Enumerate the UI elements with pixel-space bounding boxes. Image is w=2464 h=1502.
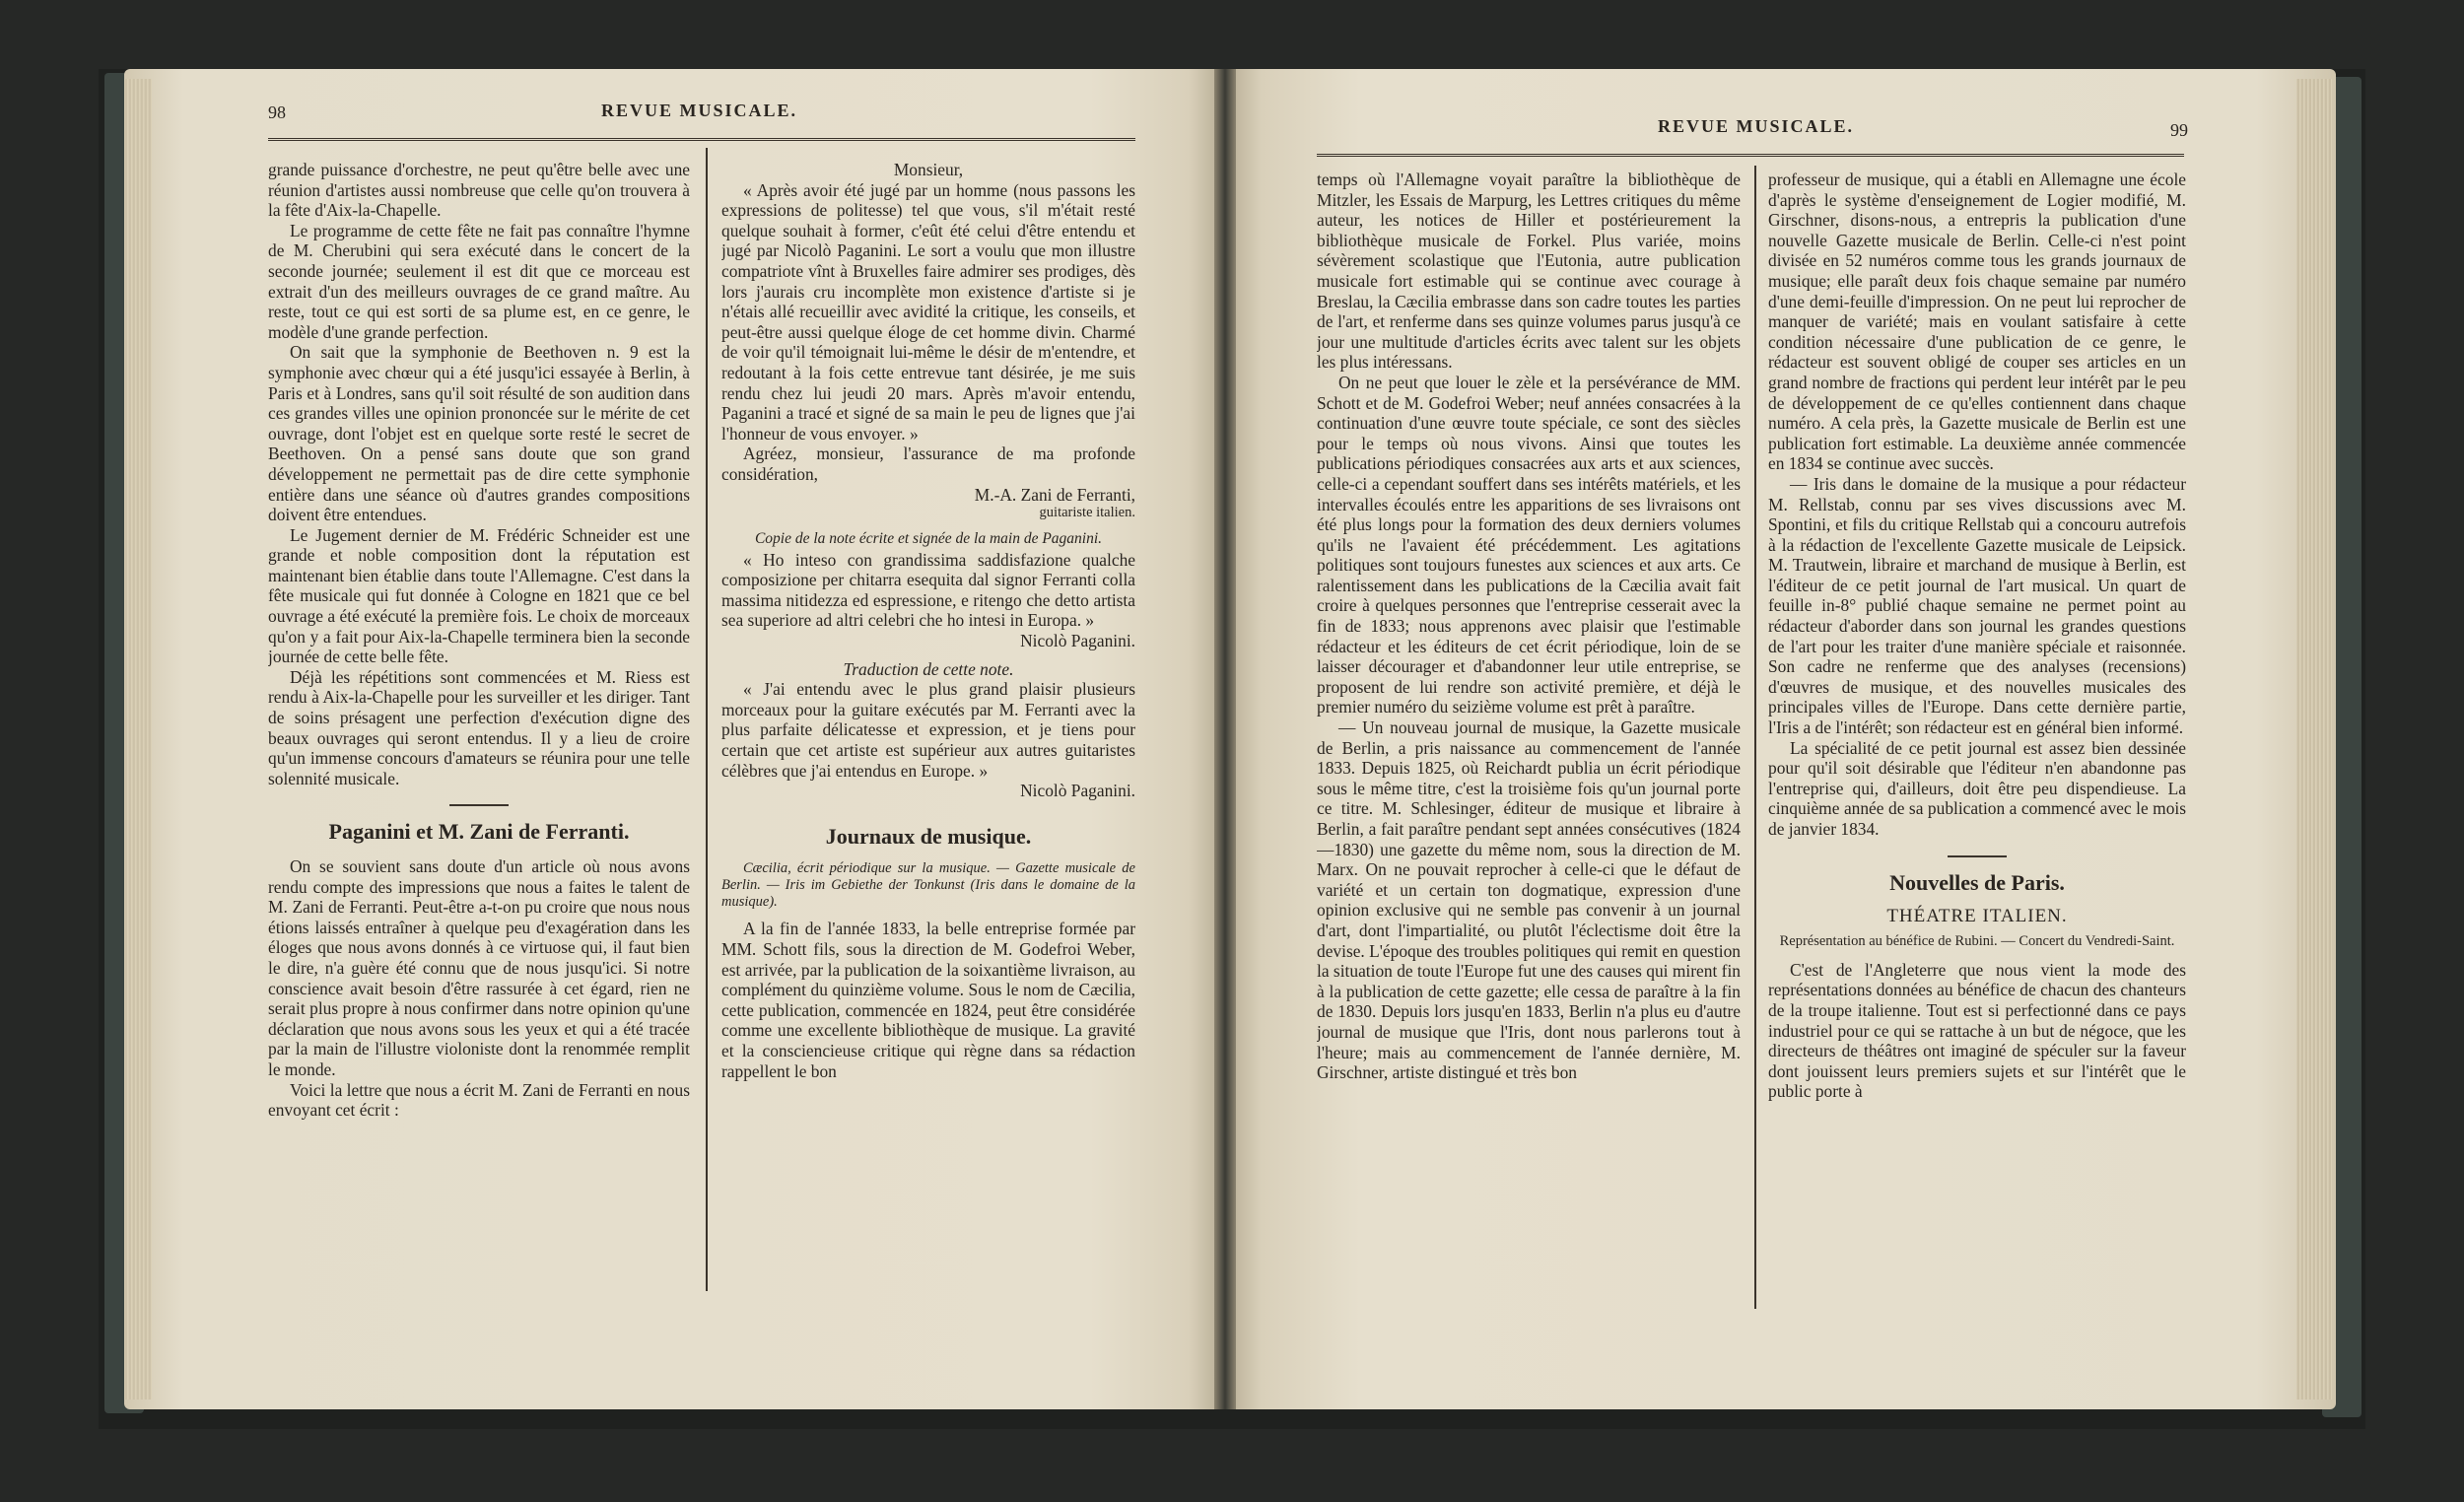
signature: Nicolò Paganini. bbox=[1020, 781, 1135, 801]
paragraph: Voici la lettre que nous a écrit M. Zani de Ferranti en nous envoyant cet écrit : bbox=[268, 1079, 690, 1121]
page-edges-right bbox=[2296, 79, 2332, 1400]
paragraph: On ne peut que louer le zèle et la persévérance de MM. Schott et de M. Godefroi Weber; neuf années consacrées à la continuation d'une œuvre toute spéciale, ce sont des siècles pour le temps où nous vivons. Ainsi que toutes les publications périodiques consacrées aux arts et aux sciences, celle-ci a cependant souffert dans ses intérêts matériels, et les intervalles écoulés entre les apparitions de ses livraisons ont été plus longs pour la formation des deux derniers volumes qu'ils ne l'avaient été précédemment. Les agitations politiques sont toujours funestes aux sciences et aux arts. Ce ralentissement dans les publications de la Cæcilia avait fait croire à quelques personnes que l'entreprise cesserait avec la fin de 1833; nous apprenons avec plaisir que l'estimable rédacteur et les éditeurs de cet écrit périodique, loin de se laisser décourager et d'abandonner leur utile entreprise, se proposent de lui rendre son activité première, et déjà le premier numéro du seizième volume est prêt à paraître. bbox=[1317, 372, 1741, 717]
page-number-right: 99 bbox=[2170, 120, 2188, 140]
paragraph: La spécialité de ce petit journal est assez bien dessinée pour qu'il soit désirable que l'éditeur n'en abandonne pas l'entreprise qui, d'ailleurs, doit être peu dispendieuse. La cinquième année de sa publication a commencé avec le mois de janvier 1834. bbox=[1768, 737, 2186, 839]
running-head-right: REVUE MUSICALE. bbox=[1658, 116, 1855, 136]
section-subheading: THÉATRE ITALIEN. bbox=[1886, 906, 2068, 927]
paragraph: On se souvient sans doute d'un article où nous avons rendu compte des impressions que nous a faites le talent de M. Zani de Ferranti. Peut-être a-t-on pu croire que nous nous étions laissés entraîner à quelque peu d'exagération dans les éloges que nous avons donnés à ce virtuose qui, il faut bien le dire, n'a guère été connu que de nous jusqu'ici. Si notre conscience avait besoin d'être rassurée à cet égard, rien ne serait plus propre à nous confirmer dans notre opinion qu'une déclaration que nous avons sous les yeux et qui a été tracée par la main de l'illustre violoniste dont la renommée remplit le monde. bbox=[268, 856, 690, 1079]
paragraph: « Après avoir été jugé par un homme (nous passons les expressions de politesse) tel que vous, s'il m'était resté quelque souhait à former, c'eût été celui d'être entendu et jugé par Nicolò Paganini. Le sort a voulu que mon illustre compatriote vînt à Bruxelles faire admirer ses prodiges, dès lors j'aurais cru incomplète mon existence d'artiste si je n'étais allé recueillir avec avidité la critique, les conseils, et peut-être aussi quelque éloge de cet homme divin. Charmé de voir qu'il témoignait lui-même le désir de m'entendre, et redoutant à la fois cette entrevue tant désirée, je me suis rendu chez lui jeudi 20 mars. Après m'avoir entendu, Paganini a tracé et signé de sa main le peu de lignes que j'ai l'honneur de vous envoyer. » bbox=[721, 179, 1135, 444]
paragraph: — Un nouveau journal de musique, la Gazette musicale de Berlin, a pris naissance au commencement de l'année 1833. Depuis 1825, où Reichardt publia un écrit périodique sous le même titre, c'est la troisième fois qu'un journal porte ce titre. M. Schlesinger, éditeur de musique et libraire à Berlin, a fait paraître pendant sept années consécutives (1824—1830) une gazette du même nom, sous la direction de M. Marx. On ne pouvait reprocher à celle-ci que le défaut de variété et un certain ton dogmatique, expression d'une opinion exclusive qui ne semble pas convenir à un journal d'art, dont l'impartialité, ou plutôt l'éclectisme doit être la devise. L'époque des troubles politiques qui remit en question la situation de toute l'Europe fut une des causes qui mirent fin à la publication de cette gazette; elle cessa de paraître à la fin de 1830. Depuis lors jusqu'en 1833, Berlin n'a plus eu d'autre journal de musique que l'Iris, dont nous parlerons tout à l'heure; mais au commencement de l'année dernière, M. Girschner, artiste distingué et très bon bbox=[1317, 717, 1741, 1083]
paragraph: A la fin de l'année 1833, la belle entreprise formée par MM. Schott fils, sous la direction de M. Godefroi Weber, est arrivée, par la publication de la soixantième livraison, au complément du quinzième volume. Sous le nom de Cæcilia, cette publication, commencée en 1824, peut être considérée comme une excellente bibliothèque de musique. La gravité et la consciencieuse critique qui règne dans sa rédaction rappellent le bon bbox=[721, 919, 1135, 1081]
paragraph: Le programme de cette fête ne fait pas connaître l'hymne de M. Cherubini qui sera exécuté dans le concert de la seconde journée; seulement il est dit que ce morceau est extrait d'un des meilleurs ouvrages de ce grand maître. Au reste, tout ce qui est sorti de sa plume est, en ce genre, le modèle d'une grande perfection. bbox=[268, 220, 690, 342]
running-head-left: REVUE MUSICALE. bbox=[601, 101, 798, 120]
book-gutter bbox=[1214, 69, 1236, 1409]
paragraph: C'est de l'Angleterre que nous vient la mode des représentations données au bénéfice de chacun des chanteurs de la troupe italienne. Tout est si perfectionné dans ce pays industriel pour ce qui se rattache à un but de négoce, que les directeurs de théâtres ont imaginé de spéculer sur la faveur dont jouissent leurs premiers sujets et sur l'intérêt que le public porte à bbox=[1768, 959, 2186, 1102]
section-divider bbox=[1948, 855, 2007, 857]
right-column-1 bbox=[1317, 170, 1741, 1303]
signature: M.-A. Zani de Ferranti, bbox=[974, 484, 1135, 505]
right-column-2 bbox=[1768, 170, 2186, 1303]
salutation: Monsieur, bbox=[893, 160, 964, 179]
page-number-left: 98 bbox=[268, 102, 286, 122]
section-summary: Cæcilia, écrit périodique sur la musique. — Gazette musicale de Berlin. — Iris im Gebiethe der Tonkunst (Iris dans le domaine de la musique). bbox=[721, 860, 1135, 911]
paragraph: On sait que la symphonie de Beethoven n. 9 est la symphonie avec chœur qui a été jusqu'ici essayée à Berlin, à Paris et à Londres, sans qu'il soit résulté de son audition dans ces grandes villes une opinion prononcée sur le mérite de cet ouvrage, dont l'objet est en quelque sorte resté le secret de Beethoven. On a pensé sans doute que son grand développement ne permettait pas de dire cette symphonie entière dans une séance où d'autres grandes compositions doivent être entendues. bbox=[268, 342, 690, 525]
header-rule-right bbox=[1317, 154, 2184, 157]
paragraph: « J'ai entendu avec le plus grand plaisir plusieurs morceaux pour la guitare exécutés par M. Ferranti avec la plus parfaite délicatesse et expression, et je tiens pour certain que cet artiste est supérieur aux autres guitaristes célèbres que j'ai entendus en Europe. » bbox=[721, 679, 1135, 781]
signature: Nicolò Paganini. bbox=[1020, 631, 1135, 651]
section-heading: Paganini et M. Zani de Ferranti. bbox=[328, 819, 630, 845]
section-divider bbox=[449, 804, 509, 806]
left-column-1 bbox=[268, 160, 690, 1275]
section-heading: Journaux de musique. bbox=[825, 823, 1032, 849]
section-summary: Représentation au bénéfice de Rubini. — Concert du Vendredi-Saint. bbox=[1779, 932, 2175, 949]
paragraph: temps où l'Allemagne voyait paraître la bibliothèque de Mitzler, les Essais de Marpurg, les Lettres critiques du même auteur, les notices de Hiller et postérieurement la bibliothèque musicale de Forkel. Plus variée, moins sévèrement scolastique que l'Eutonia, autre publication musicale fort estimable qui se continue avec courage à Breslau, la Cæcilia embrasse dans son cadre toutes les parties de l'art, et renferme dans ses quinze volumes parus jusqu'à ce jour une multitude d'articles écrits avec talent sur les objets les plus intéressans. bbox=[1317, 170, 1741, 373]
paragraph: Le Jugement dernier de M. Frédéric Schneider est une grande et noble composition dont la réputation est maintenant bien établie dans toute l'Allemagne. C'est dans la fête musicale qui fut donnée à Cologne en 1821 que ce bel ouvrage a été exécuté la première fois. Le choix de morceaux qu'on y a fait pour Aix-la-Chapelle terminera bien la seconde journée de cette belle fête. bbox=[268, 524, 690, 667]
paragraph: professeur de musique, qui a établi en Allemagne une école d'après le système d'enseignement de Logier modifié, M. Girschner, disons-nous, a entrepris la publication d'une nouvelle Gazette musicale de Berlin. Celle-ci n'est point divisée en 52 numéros comme tous les grands journaux de musique; elle paraît deux fois chaque semaine par numéro d'une demi-feuille d'impression. On ne peut lui reprocher de manquer de variété; mais en voulant satisfaire à cette condition nécessaire d'une publication de ce genre, le rédacteur est souvent obligé de couper ses articles en un grand nombre de fractions qui perdent leur intérêt par le peu de développement de ce qu'elles contiennent dans chaque numéro. A cela près, la Gazette musicale de Berlin est une publication fort estimable. La deuxième année commencée en 1834 se continue avec succès. bbox=[1768, 170, 2186, 474]
left-column-2 bbox=[721, 160, 1135, 1275]
section-heading: Nouvelles de Paris. bbox=[1889, 869, 2065, 895]
paragraph: Agréez, monsieur, l'assurance de ma profonde considération, bbox=[721, 444, 1135, 484]
note-title: Copie de la note écrite et signée de la main de Paganini. bbox=[754, 530, 1103, 548]
paragraph: grande puissance d'orchestre, ne peut qu'être belle avec une réunion d'artistes aussi nombreuse que celle qu'on trouvera à la fête d'Aix-la-Chapelle. bbox=[268, 160, 690, 221]
page-edges-left bbox=[124, 79, 152, 1400]
note-title: Traduction de cette note. bbox=[843, 658, 1014, 679]
paragraph: — Iris dans le domaine de la musique a pour rédacteur M. Rellstab, connu par ses vives discussions avec M. Spontini, et fils du critique Rellstab qui a concouru autrefois à la rédaction de l'excellente Gazette musicale de Leipsick. M. Trautwein, libraire et marchand de musique à Berlin, est l'éditeur de ce petit journal de l'art musical. Un quart de feuille in-8° publié chaque semaine ne permet point au rédacteur d'aborder dans son journal les grandes questions de l'art pour les traiter d'une manière spéciale et raisonnée. Son cadre ne renferme que des analyses (recensions) d'œuvres de musique, et des nouvelles musicales des principales villes de l'Europe. Dans cette dernière partie, l'Iris a de l'intérêt; son rédacteur est en général bien informé. bbox=[1768, 473, 2186, 738]
signature-title: guitariste italien. bbox=[1039, 505, 1135, 521]
paragraph: Déjà les répétitions sont commencées et M. Riess est rendu à Aix-la-Chapelle pour les surveiller et les diriger. Tant de soins présagent une perfection d'exécution digne des beaux ouvrages qui seront entendus. Il y a lieu de croire qu'un immense concours d'amateurs se réunira pour une telle solennité musicale. bbox=[268, 666, 690, 788]
column-rule-right bbox=[1754, 166, 1756, 1309]
header-rule-left bbox=[268, 138, 1135, 141]
column-rule-left bbox=[706, 148, 708, 1291]
paragraph: « Ho inteso con grandissima saddisfazione qualche composizione per chitarra esequita dal signor Ferranti colla massima nitidezza ed espressione, e ritengo che detto artista sea superiore ad altri celebri che ho intesi in Europa. » bbox=[721, 549, 1135, 631]
